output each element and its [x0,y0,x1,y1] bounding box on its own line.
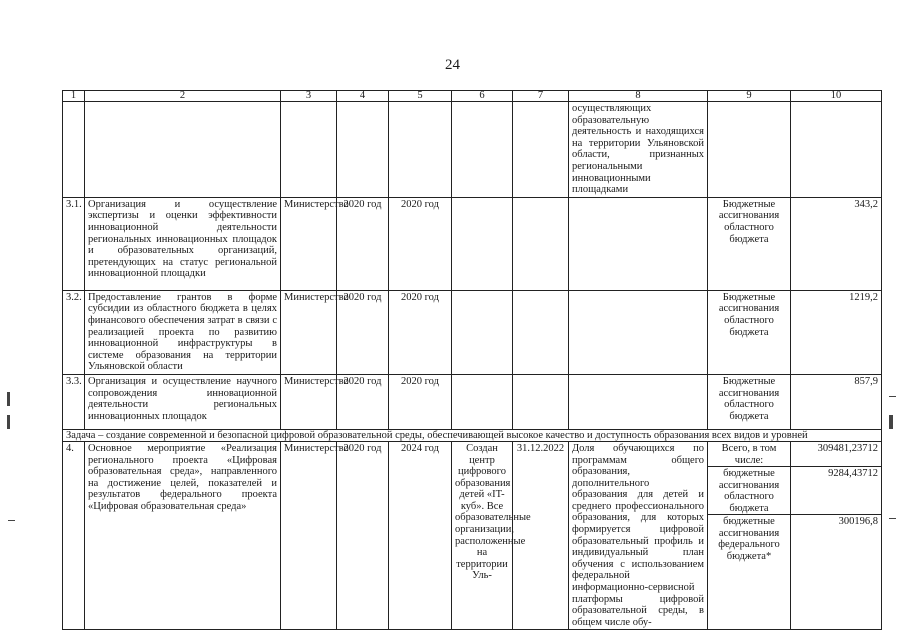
row-description: Организация и осуществление научного сопровождения инновационной деятельности региональных инновационных площадок [85,374,281,429]
row-source: Бюджетные ассигнования областного бюджета [708,374,791,429]
row-description: Основное мероприятие «Реализация регионального проекта «Цифровая образовательная среда», направленного на достижение целей, показателей и результатов федерального проекта «Цифровая образовательная среда» [85,441,281,630]
col-header: 7 [513,91,569,102]
indicator-cell: осуществляющих образовательную деятельность и находящихся на территории Ульяновской области, признанных региональными инновационными площадками [569,102,708,198]
table-row [63,197,882,290]
row-executor: Министерство [281,197,337,290]
col-header: 10 [791,91,882,102]
row-end: 2020 год [389,197,452,290]
col-header: 3 [281,91,337,102]
task-row [63,429,882,441]
col-header: 1 [63,91,85,102]
row-start: 2020 год [337,374,389,429]
col-header: 5 [389,91,452,102]
header-row [63,91,882,102]
amount-total: 309481,23712 [791,442,881,467]
row-end: 2020 год [389,290,452,374]
row-executor: Министерство [281,441,337,630]
row-indicator: Доля обучающихся по программам общего образования, дополнительного образования для детей и среднего профессионального образования, для которых формируется цифровой образовательный профиль и индивидуальный план обучения с использованием федеральной информационно-сервисной платформы цифровой образовательной среды, в общем числе обу- [569,441,708,630]
row-source: Бюджетные ассигнования областного бюджета [708,197,791,290]
row-amount: 343,2 [791,197,882,290]
scan-mark [8,520,15,521]
row-description: Предоставление грантов в форме субсидии из областного бюджета в целях финансового обеспечения затрат в связи с реализацией проекта по развитию инновационной инфраструктуры в системе образования на территории Ульяновской области [85,290,281,374]
col-header: 6 [452,91,513,102]
scan-mark [889,518,896,519]
row-end: 2020 год [389,374,452,429]
row-number: 3.3. [63,374,85,429]
row-number: 3.2. [63,290,85,374]
row-amount: 857,9 [791,374,882,429]
scan-mark [7,415,10,429]
col-header: 9 [708,91,791,102]
row-result: Создан центр цифрового образования детей «IT-куб». Все образовательные организации, расположенные на территории Уль- [452,441,513,630]
row-amount-split [791,441,882,630]
program-table [62,90,882,630]
row-number: 3.1. [63,197,85,290]
col-header: 8 [569,91,708,102]
amount-federal: 300196,8 [838,515,878,527]
row-start: 2020 год [337,441,389,630]
scan-mark [889,396,896,397]
row-source: Бюджетные ассигнования областного бюджета [708,290,791,374]
row-amount: 1219,2 [791,290,882,374]
table-row [63,441,882,630]
scan-mark [889,415,893,429]
row-start: 2020 год [337,290,389,374]
row-executor: Министерство [281,290,337,374]
row-description: Организация и осуществление экспертизы и оценки эффективности инновационной деятельности региональных инновационных площадок и образовательных организаций, претендующих на статус региональной инновационной площадки [85,197,281,290]
row-start: 2020 год [337,197,389,290]
page-number: 24 [445,57,460,73]
col-header: 4 [337,91,389,102]
table-row [63,290,882,374]
row-source-split [708,441,791,630]
continuation-row [63,102,882,198]
task-text: Задача – создание современной и безопасной цифровой образовательной среды, обеспечивающей высокое качество и доступность образования всех видов и уровней [63,429,882,441]
row-date: 31.12.2022 [513,441,569,630]
scan-mark [7,392,10,406]
row-number: 4. [63,441,85,630]
amount-regional: 9284,43712 [791,467,881,515]
source-total: Всего, в том числе: [708,442,790,467]
row-executor: Министерство [281,374,337,429]
row-end: 2024 год [389,441,452,630]
source-federal: бюджетные ассигнования федерального бюджета* [718,515,780,562]
table-row [63,374,882,429]
source-regional: бюджетные ассигнования областного бюджета [708,467,790,515]
col-header: 2 [85,91,281,102]
